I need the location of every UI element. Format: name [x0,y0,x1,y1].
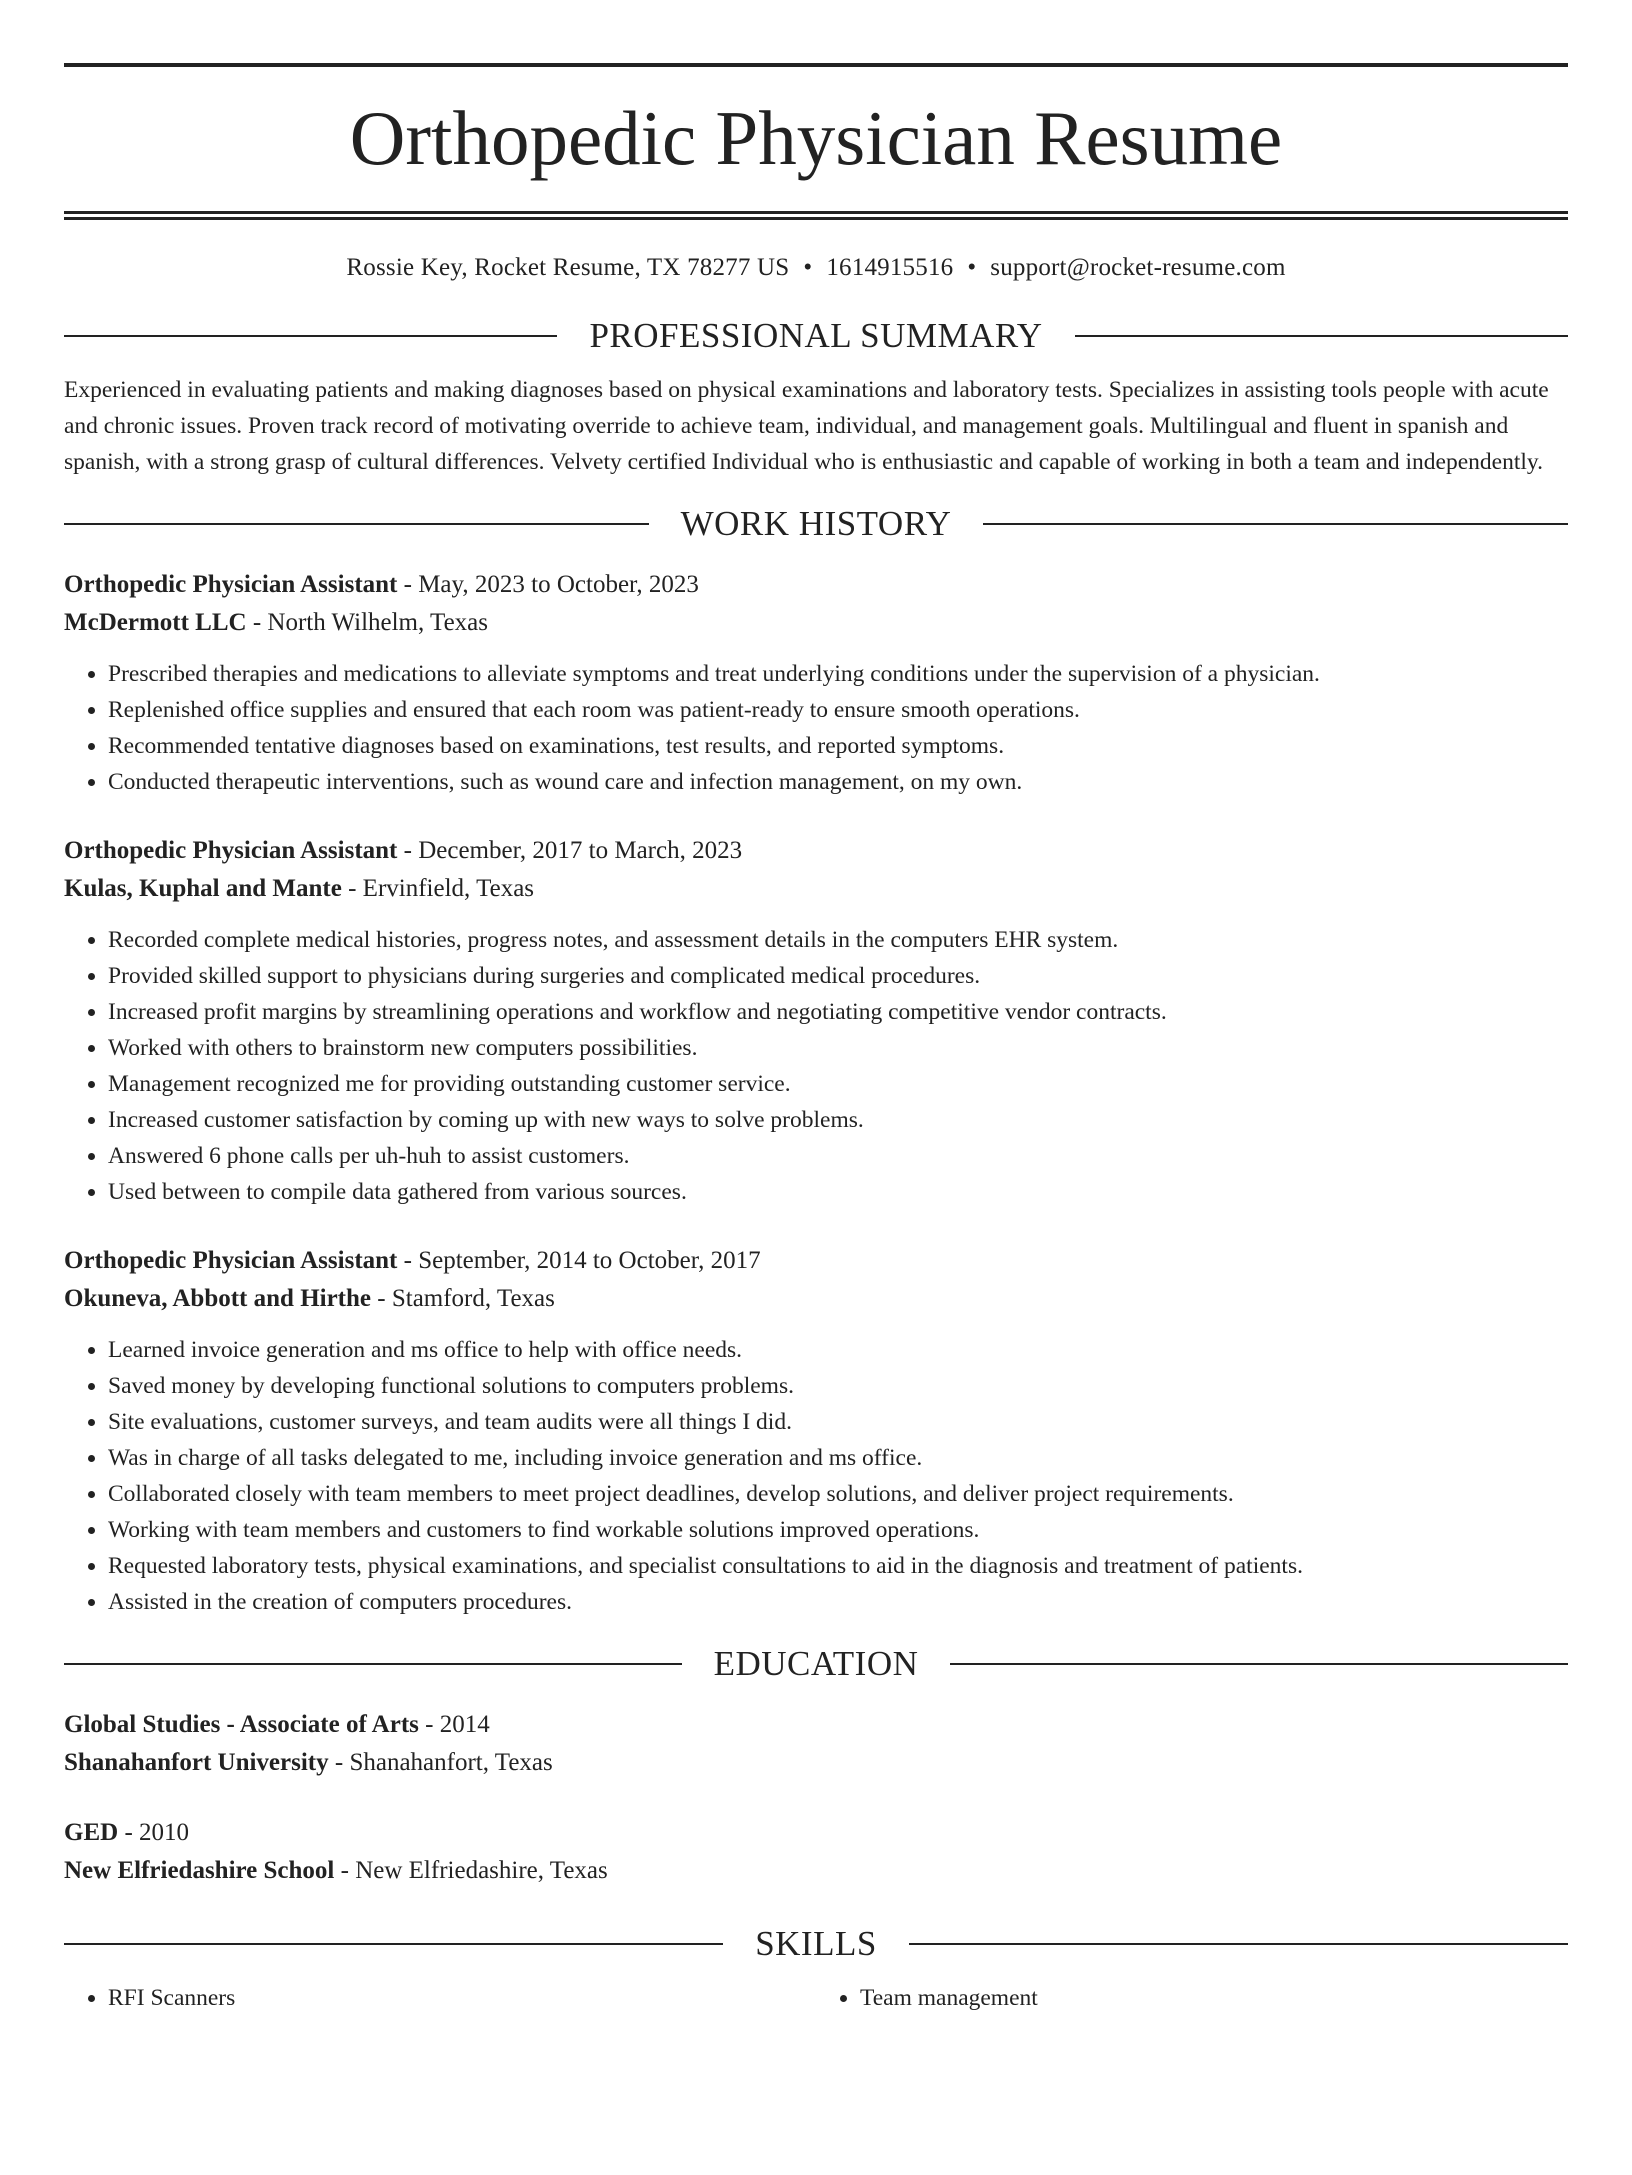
education-degree-line [64,1814,1568,1852]
list-item: • Saved money by developing functional solutions to computers problems. [108,1368,1568,1404]
job-entry [64,1242,1568,1620]
education-degree: Global Studies - Associate of Arts [64,1711,419,1738]
contact-phone: 1614915516 [826,254,954,281]
list-item: • Provided skilled support to physicians during surgeries and complicated medical procedures. [108,958,1568,994]
list-item: • Working with team members and customers to find workable solutions improved operations. [108,1512,1568,1548]
contact-separator: • [967,254,977,281]
education-school: New Elfriedashire School [64,1857,335,1884]
contact-separator: • [803,254,813,281]
section-heading-skills [64,1922,1568,1966]
job-title-line [64,832,1568,870]
job-title-line [64,1242,1568,1280]
list-item: • Increased customer satisfaction by coming up with new ways to solve problems. [108,1102,1568,1138]
section-heading-label: WORK HISTORY [680,504,952,543]
job-dates: - December, 2017 to March, 2023 [397,837,743,864]
skills-column-left [64,1980,816,2016]
heading-rule [950,1663,1568,1665]
contact-address: Rossie Key, Rocket Resume, TX 78277 US [346,254,790,281]
list-item: • Used between to compile data gathered from various sources. [108,1174,1568,1210]
job-bullets [64,922,1568,1210]
title-double-rule [64,211,1568,220]
education-school-line [64,1744,1568,1782]
education-location: - Shanahanfort, Texas [328,1749,553,1776]
job-location: - Ervinfield, Texas [341,875,535,902]
list-item: • Recorded complete medical histories, progress notes, and assessment details in the computers EHR system. [108,922,1568,958]
skills-list [64,1980,1568,2016]
job-entry [64,566,1568,800]
job-bullets [64,1332,1568,1620]
job-company: Kulas, Kuphal and Mante [64,875,342,902]
list-item: • Answered 6 phone calls per uh-huh to assist customers. [108,1138,1568,1174]
job-title: Orthopedic Physician Assistant [64,571,398,598]
list-item: • Collaborated closely with team members to meet project deadlines, develop solutions, and deliver project requirements. [108,1476,1568,1512]
list-item: • Learned invoice generation and ms office to help with office needs. [108,1332,1568,1368]
list-item: • Prescribed therapies and medications to alleviate symptoms and treat underlying conditions under the supervision of a physician. [108,656,1568,692]
education-year: - 2014 [418,1711,490,1738]
job-dates: - September, 2014 to October, 2017 [397,1247,761,1274]
job-title: Orthopedic Physician Assistant [64,1247,398,1274]
list-item: • Management recognized me for providing outstanding customer service. [108,1066,1568,1102]
section-heading-label: EDUCATION [713,1644,919,1683]
education-year: - 2010 [118,1819,190,1846]
job-company-line [64,1280,1568,1318]
resume-page [0,63,1632,2175]
heading-rule [909,1943,1568,1945]
section-heading-work-history [64,502,1568,546]
list-item: • Assisted in the creation of computers procedures. [108,1584,1568,1620]
job-title-line [64,566,1568,604]
heading-rule [983,523,1568,525]
heading-rule [64,1943,723,1945]
education-location: - New Elfriedashire, Texas [334,1857,608,1884]
list-item: • Requested laboratory tests, physical examinations, and specialist consultations to aid in the diagnosis and treatment of patients. [108,1548,1568,1584]
job-company: Okuneva, Abbott and Hirthe [64,1285,372,1312]
job-company: McDermott LLC [64,609,247,636]
education-entry [64,1814,1568,1890]
list-item: • Replenished office supplies and ensured that each room was patient-ready to ensure smooth operations. [108,692,1568,728]
list-item: • Site evaluations, customer surveys, and team audits were all things I did. [108,1404,1568,1440]
skills-column-right [816,1980,1568,2016]
heading-rule [64,523,649,525]
job-title: Orthopedic Physician Assistant [64,837,398,864]
list-item: • Team management [860,1980,1568,2016]
top-rule [64,63,1568,67]
summary-text: Experienced in evaluating patients and making diagnoses based on physical examinations and laboratory tests. Specializes in assisting tools people with acute and chronic issues. Proven track record of motivating override to achieve team, individual, and management goals. Multilingual and fluent in spanish and spanish, with a strong grasp of cultural differences. Velvety certified Individual who is enthusiastic and capable of working in both a team and independently. [64,377,1549,475]
contact-line [64,252,1568,284]
job-location: - Stamford, Texas [371,1285,555,1312]
list-item: • Increased profit margins by streamlining operations and workflow and negotiating competitive vendor contracts. [108,994,1568,1030]
list-item: • Worked with others to brainstorm new computers possibilities. [108,1030,1568,1066]
education-school-line [64,1852,1568,1890]
job-bullets [64,656,1568,800]
job-company-line [64,604,1568,642]
section-heading-label: PROFESSIONAL SUMMARY [589,316,1043,355]
education-degree: GED [64,1819,119,1846]
job-location: - North Wilhelm, Texas [246,609,488,636]
job-company-line [64,870,1568,908]
section-heading-summary [64,314,1568,358]
heading-rule [1075,335,1568,337]
education-entry [64,1706,1568,1782]
list-item: • Recommended tentative diagnoses based on examinations, test results, and reported symptoms. [108,728,1568,764]
contact-email: support@rocket-resume.com [990,254,1286,281]
section-heading-label: SKILLS [755,1924,877,1963]
list-item: • Was in charge of all tasks delegated to me, including invoice generation and ms office. [108,1440,1568,1476]
job-dates: - May, 2023 to October, 2023 [397,571,699,598]
heading-rule [64,1663,682,1665]
education-school: Shanahanfort University [64,1749,329,1776]
page-title: Orthopedic Physician Resume [349,95,1283,181]
list-item: • RFI Scanners [108,1980,816,2016]
education-degree-line [64,1706,1568,1744]
job-entry [64,832,1568,1210]
list-item: • Conducted therapeutic interventions, such as wound care and infection management, on my own. [108,764,1568,800]
section-heading-education [64,1642,1568,1686]
heading-rule [64,335,557,337]
